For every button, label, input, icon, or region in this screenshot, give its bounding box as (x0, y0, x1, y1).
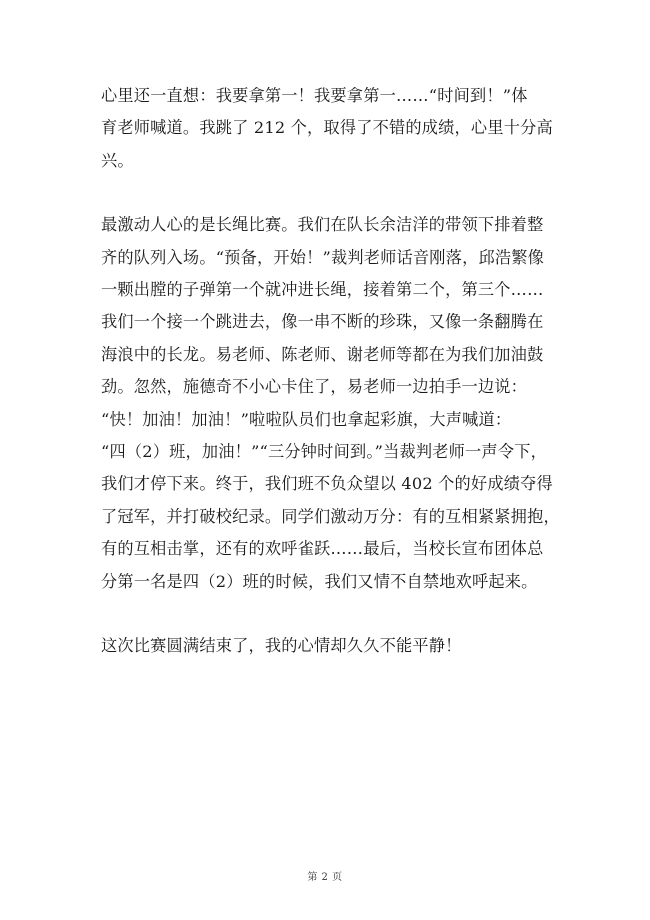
paragraph-line: “快！加油！加油！”啦啦队员们也拿起彩旗，大声喊道： (101, 409, 512, 429)
paragraph-line: “四（2）班，加油！”“三分钟时间到。”当裁判老师一声令下， (101, 442, 547, 462)
paragraph-3 (101, 630, 561, 662)
paragraph-line: 海浪中的长龙。易老师、陈老师、谢老师等都在为我们加油鼓 (101, 344, 544, 364)
paragraph-2 (101, 209, 561, 598)
paragraph-line: 了冠军，并打破校纪录。同学们激动万分：有的互相紧紧拥抱， (101, 506, 560, 526)
document-body (101, 80, 561, 663)
paragraph-line: 我们才停下来。终于，我们班不负众望以 402 个的好成绩夺得 (101, 474, 553, 494)
paragraph-line: 齐的队列入场。“预备，开始！”裁判老师话音刚落，邱浩繁像 (101, 247, 545, 267)
paragraph-line: 一颗出膛的子弹第一个就冲进长绳，接着第二个，第三个…… (101, 280, 544, 300)
paragraph-1 (101, 80, 561, 177)
paragraph-line: 育老师喊道。我跳了 212 个，取得了不错的成绩，心里十分高 (101, 118, 553, 138)
paragraph-line: 分第一名是四（2）班的时候，我们又情不自禁地欢呼起来。 (101, 571, 538, 591)
paragraph-line: 这次比赛圆满结束了，我的心情却久久不能平静！ (101, 636, 462, 656)
paragraph-line: 心里还一直想：我要拿第一！我要拿第一……“时间到！”体 (101, 86, 528, 105)
paragraph-line: 有的互相击掌，还有的欢呼雀跃……最后，当校长宣布团体总 (101, 539, 544, 559)
page-number: 第 2 页 (307, 872, 343, 883)
paragraph-line: 劲。忽然，施德奇不小心卡住了，易老师一边拍手一边说： (101, 377, 528, 397)
paragraph-line: 我们一个接一个跳进去，像一串不断的珍珠，又像一条翻腾在 (101, 312, 544, 332)
paragraph-line: 最激动人心的是长绳比赛。我们在队长余洁洋的带领下排着整 (101, 215, 544, 235)
paragraph-line: 兴。 (101, 150, 134, 170)
